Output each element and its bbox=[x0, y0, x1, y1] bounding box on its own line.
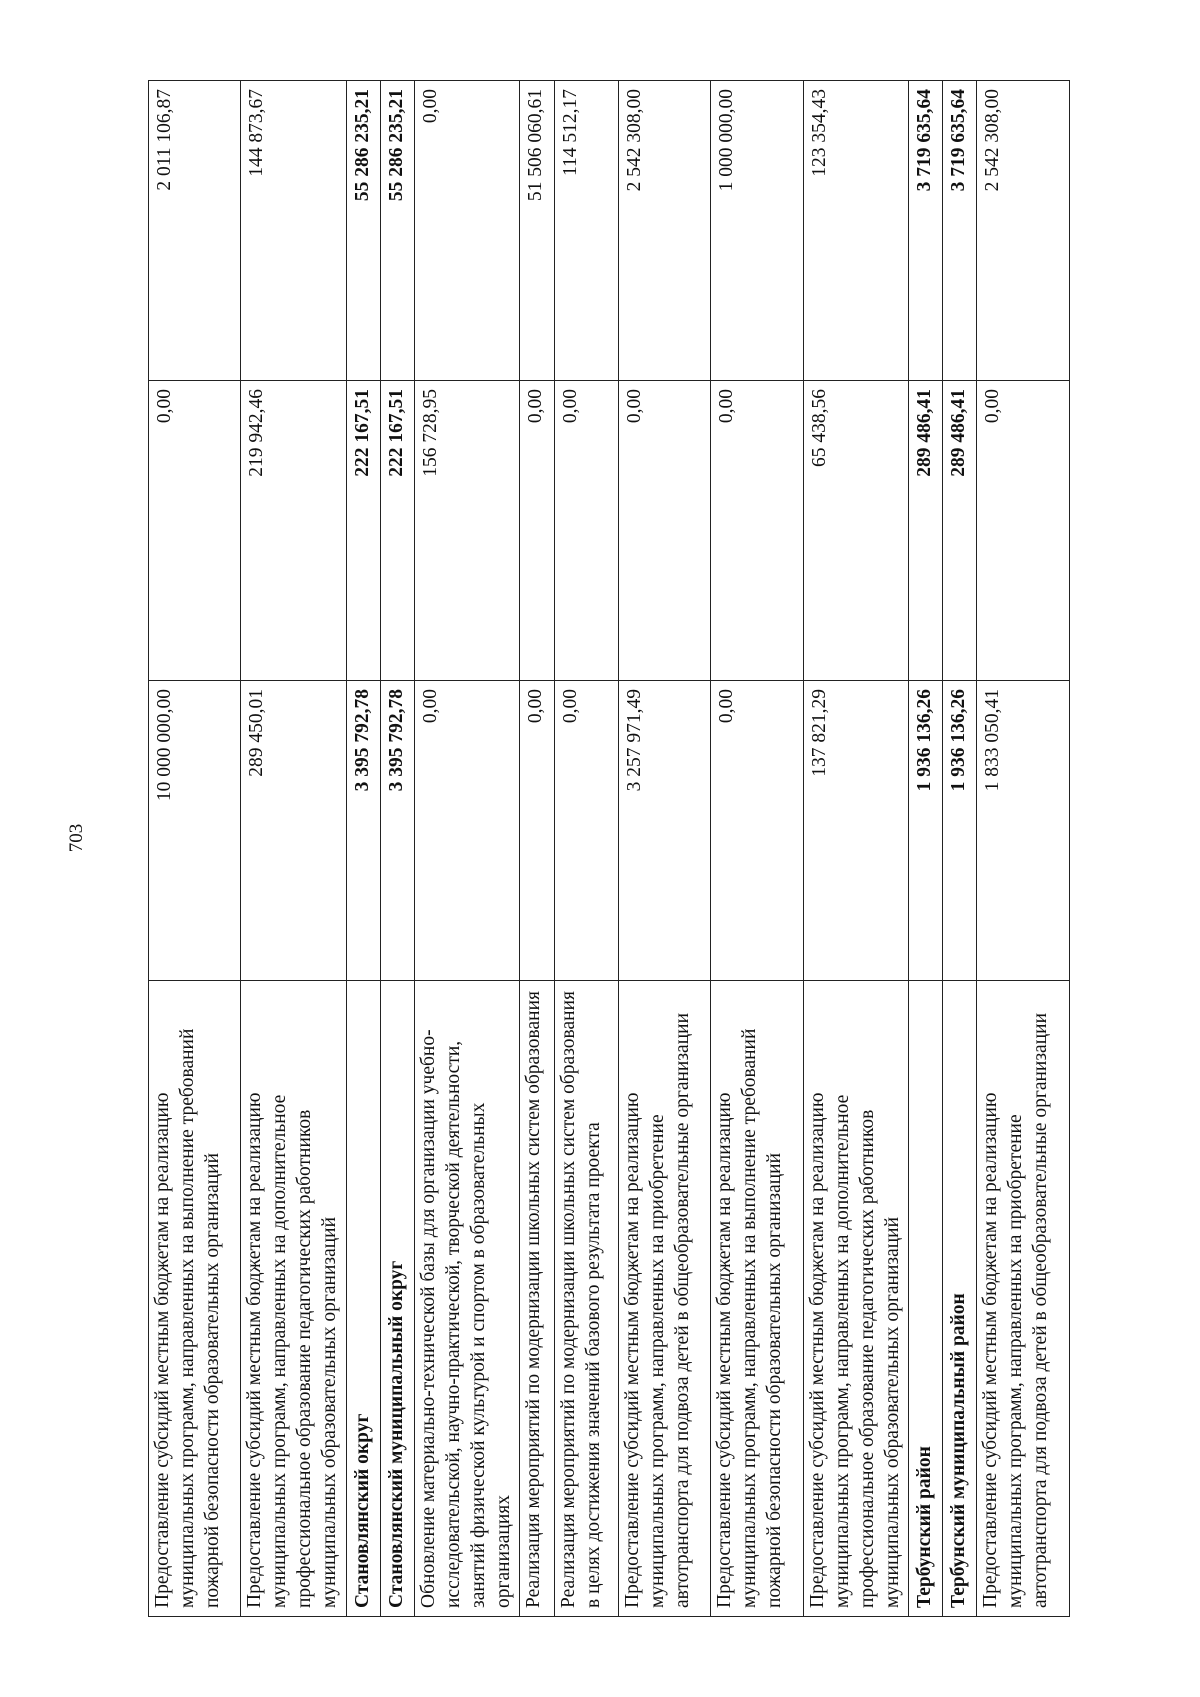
row-value-3: 1 000 000,00 bbox=[711, 81, 803, 381]
rotated-table-container bbox=[148, 81, 1070, 1617]
row-value-1: 3 395 792,78 bbox=[380, 681, 414, 981]
row-value-3: 3 719 635,64 bbox=[943, 81, 977, 381]
row-value-1: 289 450,01 bbox=[241, 681, 346, 981]
row-description: Предоставление субсидий местным бюджетам на реализацию муниципальных программ, направленных на дополнительное профессиональное образование педагогических работников муниципальных образовательных организаций bbox=[241, 981, 346, 1617]
row-description: Предоставление субсидий местным бюджетам на реализацию муниципальных программ, направленных на выполнение требований пожарной безопасности образовательных организаций bbox=[711, 981, 803, 1617]
row-description: Реализация мероприятий по модернизации школьных систем образования в целях достижения значений базового результата проекта bbox=[554, 981, 618, 1617]
row-value-1: 1 936 136,26 bbox=[943, 681, 977, 981]
row-description: Предоставление субсидий местным бюджетам на реализацию муниципальных программ, направленных на дополнительное профессиональное образование педагогических работников муниципальных образовательных организаций bbox=[803, 981, 908, 1617]
row-value-3: 0,00 bbox=[415, 81, 520, 381]
row-value-2: 0,00 bbox=[554, 381, 618, 681]
row-value-1: 137 821,29 bbox=[803, 681, 908, 981]
table-row-total bbox=[909, 81, 943, 1617]
row-value-2: 0,00 bbox=[977, 381, 1070, 681]
row-description: Обновление материально-технической базы для организации учебно-исследовательской, научно-практической, творческой деятельности, занятий физической культурой и спортом в образовательных организациях bbox=[415, 981, 520, 1617]
table-row-total bbox=[943, 81, 977, 1617]
row-description: Реализация мероприятий по модернизации школьных систем образования bbox=[520, 981, 554, 1617]
table-row-total bbox=[346, 81, 380, 1617]
row-value-2: 0,00 bbox=[149, 381, 241, 681]
row-value-2: 0,00 bbox=[618, 381, 710, 681]
table-row bbox=[618, 81, 710, 1617]
row-value-2: 156 728,95 bbox=[415, 381, 520, 681]
row-value-3: 3 719 635,64 bbox=[909, 81, 943, 381]
row-value-2: 65 438,56 bbox=[803, 381, 908, 681]
table-row bbox=[241, 81, 346, 1617]
row-value-1: 3 257 971,49 bbox=[618, 681, 710, 981]
row-value-2: 0,00 bbox=[711, 381, 803, 681]
row-value-1: 0,00 bbox=[711, 681, 803, 981]
row-value-2: 289 486,41 bbox=[909, 381, 943, 681]
table-row bbox=[520, 81, 554, 1617]
row-value-1: 10 000 000,00 bbox=[149, 681, 241, 981]
row-description: Становлянский муниципальный округ bbox=[380, 981, 414, 1617]
row-value-1: 0,00 bbox=[520, 681, 554, 981]
row-value-2: 222 167,51 bbox=[380, 381, 414, 681]
table-row bbox=[803, 81, 908, 1617]
row-value-1: 0,00 bbox=[554, 681, 618, 981]
row-value-3: 2 011 106,87 bbox=[149, 81, 241, 381]
row-value-3: 55 286 235,21 bbox=[380, 81, 414, 381]
row-value-3: 2 542 308,00 bbox=[977, 81, 1070, 381]
row-description: Тербунский муниципальный район bbox=[943, 981, 977, 1617]
table-row bbox=[711, 81, 803, 1617]
table-row bbox=[977, 81, 1070, 1617]
row-value-2: 219 942,46 bbox=[241, 381, 346, 681]
row-value-3: 114 512,17 bbox=[554, 81, 618, 381]
row-value-1: 0,00 bbox=[415, 681, 520, 981]
table-row bbox=[415, 81, 520, 1617]
table-row-total bbox=[380, 81, 414, 1617]
row-value-3: 2 542 308,00 bbox=[618, 81, 710, 381]
row-value-3: 55 286 235,21 bbox=[346, 81, 380, 381]
row-value-1: 1 833 050,41 bbox=[977, 681, 1070, 981]
row-value-2: 222 167,51 bbox=[346, 381, 380, 681]
row-value-3: 123 354,43 bbox=[803, 81, 908, 381]
row-value-3: 144 873,67 bbox=[241, 81, 346, 381]
table-row bbox=[149, 81, 241, 1617]
row-value-2: 0,00 bbox=[520, 381, 554, 681]
row-value-1: 3 395 792,78 bbox=[346, 681, 380, 981]
table-row bbox=[554, 81, 618, 1617]
budget-table bbox=[148, 80, 1070, 1617]
row-value-2: 289 486,41 bbox=[943, 381, 977, 681]
row-description: Предоставление субсидий местным бюджетам на реализацию муниципальных программ, направленных на выполнение требований пожарной безопасности образовательных организаций bbox=[149, 981, 241, 1617]
page-number: 703 bbox=[66, 823, 87, 853]
row-description: Становлянский округ bbox=[346, 981, 380, 1617]
row-value-1: 1 936 136,26 bbox=[909, 681, 943, 981]
row-description: Предоставление субсидий местным бюджетам на реализацию муниципальных программ, направленных на приобретение автотранспорта для подвоза детей в общеобразовательные организации bbox=[977, 981, 1070, 1617]
row-description: Предоставление субсидий местным бюджетам на реализацию муниципальных программ, направленных на приобретение автотранспорта для подвоза детей в общеобразовательные организации bbox=[618, 981, 710, 1617]
row-description: Тербунский район bbox=[909, 981, 943, 1617]
row-value-3: 51 506 060,61 bbox=[520, 81, 554, 381]
